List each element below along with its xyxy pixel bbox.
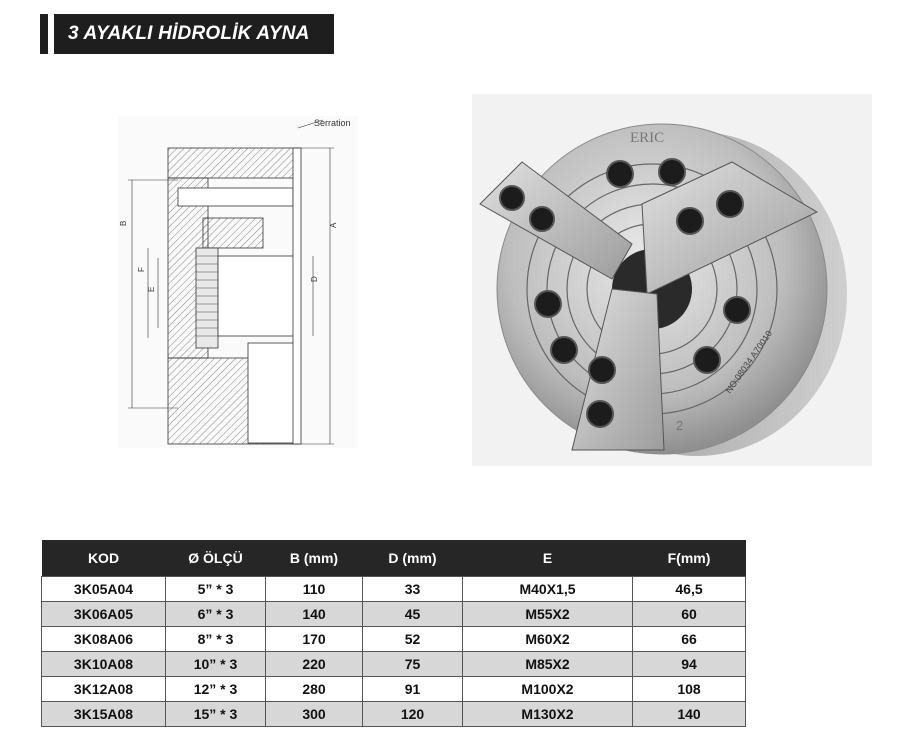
table-row (42, 602, 746, 627)
cell-b: 220 (266, 652, 363, 677)
cross-section-drawing (118, 108, 358, 448)
dim-label-a: A (329, 222, 338, 228)
cell-d: 52 (363, 627, 463, 652)
cell-d: 120 (363, 702, 463, 727)
dim-label-e: E (147, 286, 156, 292)
cell-f: 66 (633, 627, 746, 652)
cell-e: M40X1,5 (463, 577, 633, 602)
serration-callout: Serration (314, 118, 351, 128)
cell-olcu: 8” * 3 (166, 627, 266, 652)
cell-f: 140 (633, 702, 746, 727)
cell-d: 33 (363, 577, 463, 602)
cell-b: 170 (266, 627, 363, 652)
cell-f: 60 (633, 602, 746, 627)
cell-olcu: 6” * 3 (166, 602, 266, 627)
dim-label-f: F (137, 267, 146, 272)
cell-kod: 3K15A08 (42, 702, 166, 727)
col-header-e: E (463, 540, 633, 577)
table-row (42, 652, 746, 677)
title-bar (40, 14, 334, 54)
table-header-row (42, 540, 746, 577)
cell-b: 110 (266, 577, 363, 602)
cell-olcu: 15” * 3 (166, 702, 266, 727)
cell-kod: 3K10A08 (42, 652, 166, 677)
table-row (42, 677, 746, 702)
cell-kod: 3K05A04 (42, 577, 166, 602)
dim-label-b: B (119, 220, 128, 226)
col-header-f: F(mm) (633, 540, 746, 577)
cell-e: M55X2 (463, 602, 633, 627)
cell-kod: 3K12A08 (42, 677, 166, 702)
spec-table (41, 540, 746, 727)
cell-f: 94 (633, 652, 746, 677)
cell-e: M100X2 (463, 677, 633, 702)
cell-olcu: 5” * 3 (166, 577, 266, 602)
table-row (42, 702, 746, 727)
cell-f: 108 (633, 677, 746, 702)
cell-e: M130X2 (463, 702, 633, 727)
col-header-d: D (mm) (363, 540, 463, 577)
jaw-number-marking: 2 (676, 418, 684, 433)
cell-olcu: 12” * 3 (166, 677, 266, 702)
cell-kod: 3K06A05 (42, 602, 166, 627)
title-accent (48, 14, 54, 54)
col-header-kod: KOD (42, 540, 166, 577)
table-row (42, 627, 746, 652)
cell-kod: 3K08A06 (42, 627, 166, 652)
cell-olcu: 10” * 3 (166, 652, 266, 677)
cell-f: 46,5 (633, 577, 746, 602)
dim-label-d: D (310, 276, 319, 282)
table-row (42, 577, 746, 602)
cell-d: 75 (363, 652, 463, 677)
cell-d: 91 (363, 677, 463, 702)
cell-d: 45 (363, 602, 463, 627)
cell-b: 140 (266, 602, 363, 627)
cell-b: 280 (266, 677, 363, 702)
serial-marking: NO:08034 A70010 (723, 328, 775, 396)
col-header-olcu: Ø ÖLÇÜ (166, 540, 266, 577)
cell-b: 300 (266, 702, 363, 727)
cell-e: M60X2 (463, 627, 633, 652)
cell-e: M85X2 (463, 652, 633, 677)
brand-mark: ERIC (630, 130, 665, 146)
chuck-product-image (472, 94, 872, 466)
page-title: 3 AYAKLI HİDROLİK AYNA (68, 23, 310, 44)
col-header-b: B (mm) (266, 540, 363, 577)
